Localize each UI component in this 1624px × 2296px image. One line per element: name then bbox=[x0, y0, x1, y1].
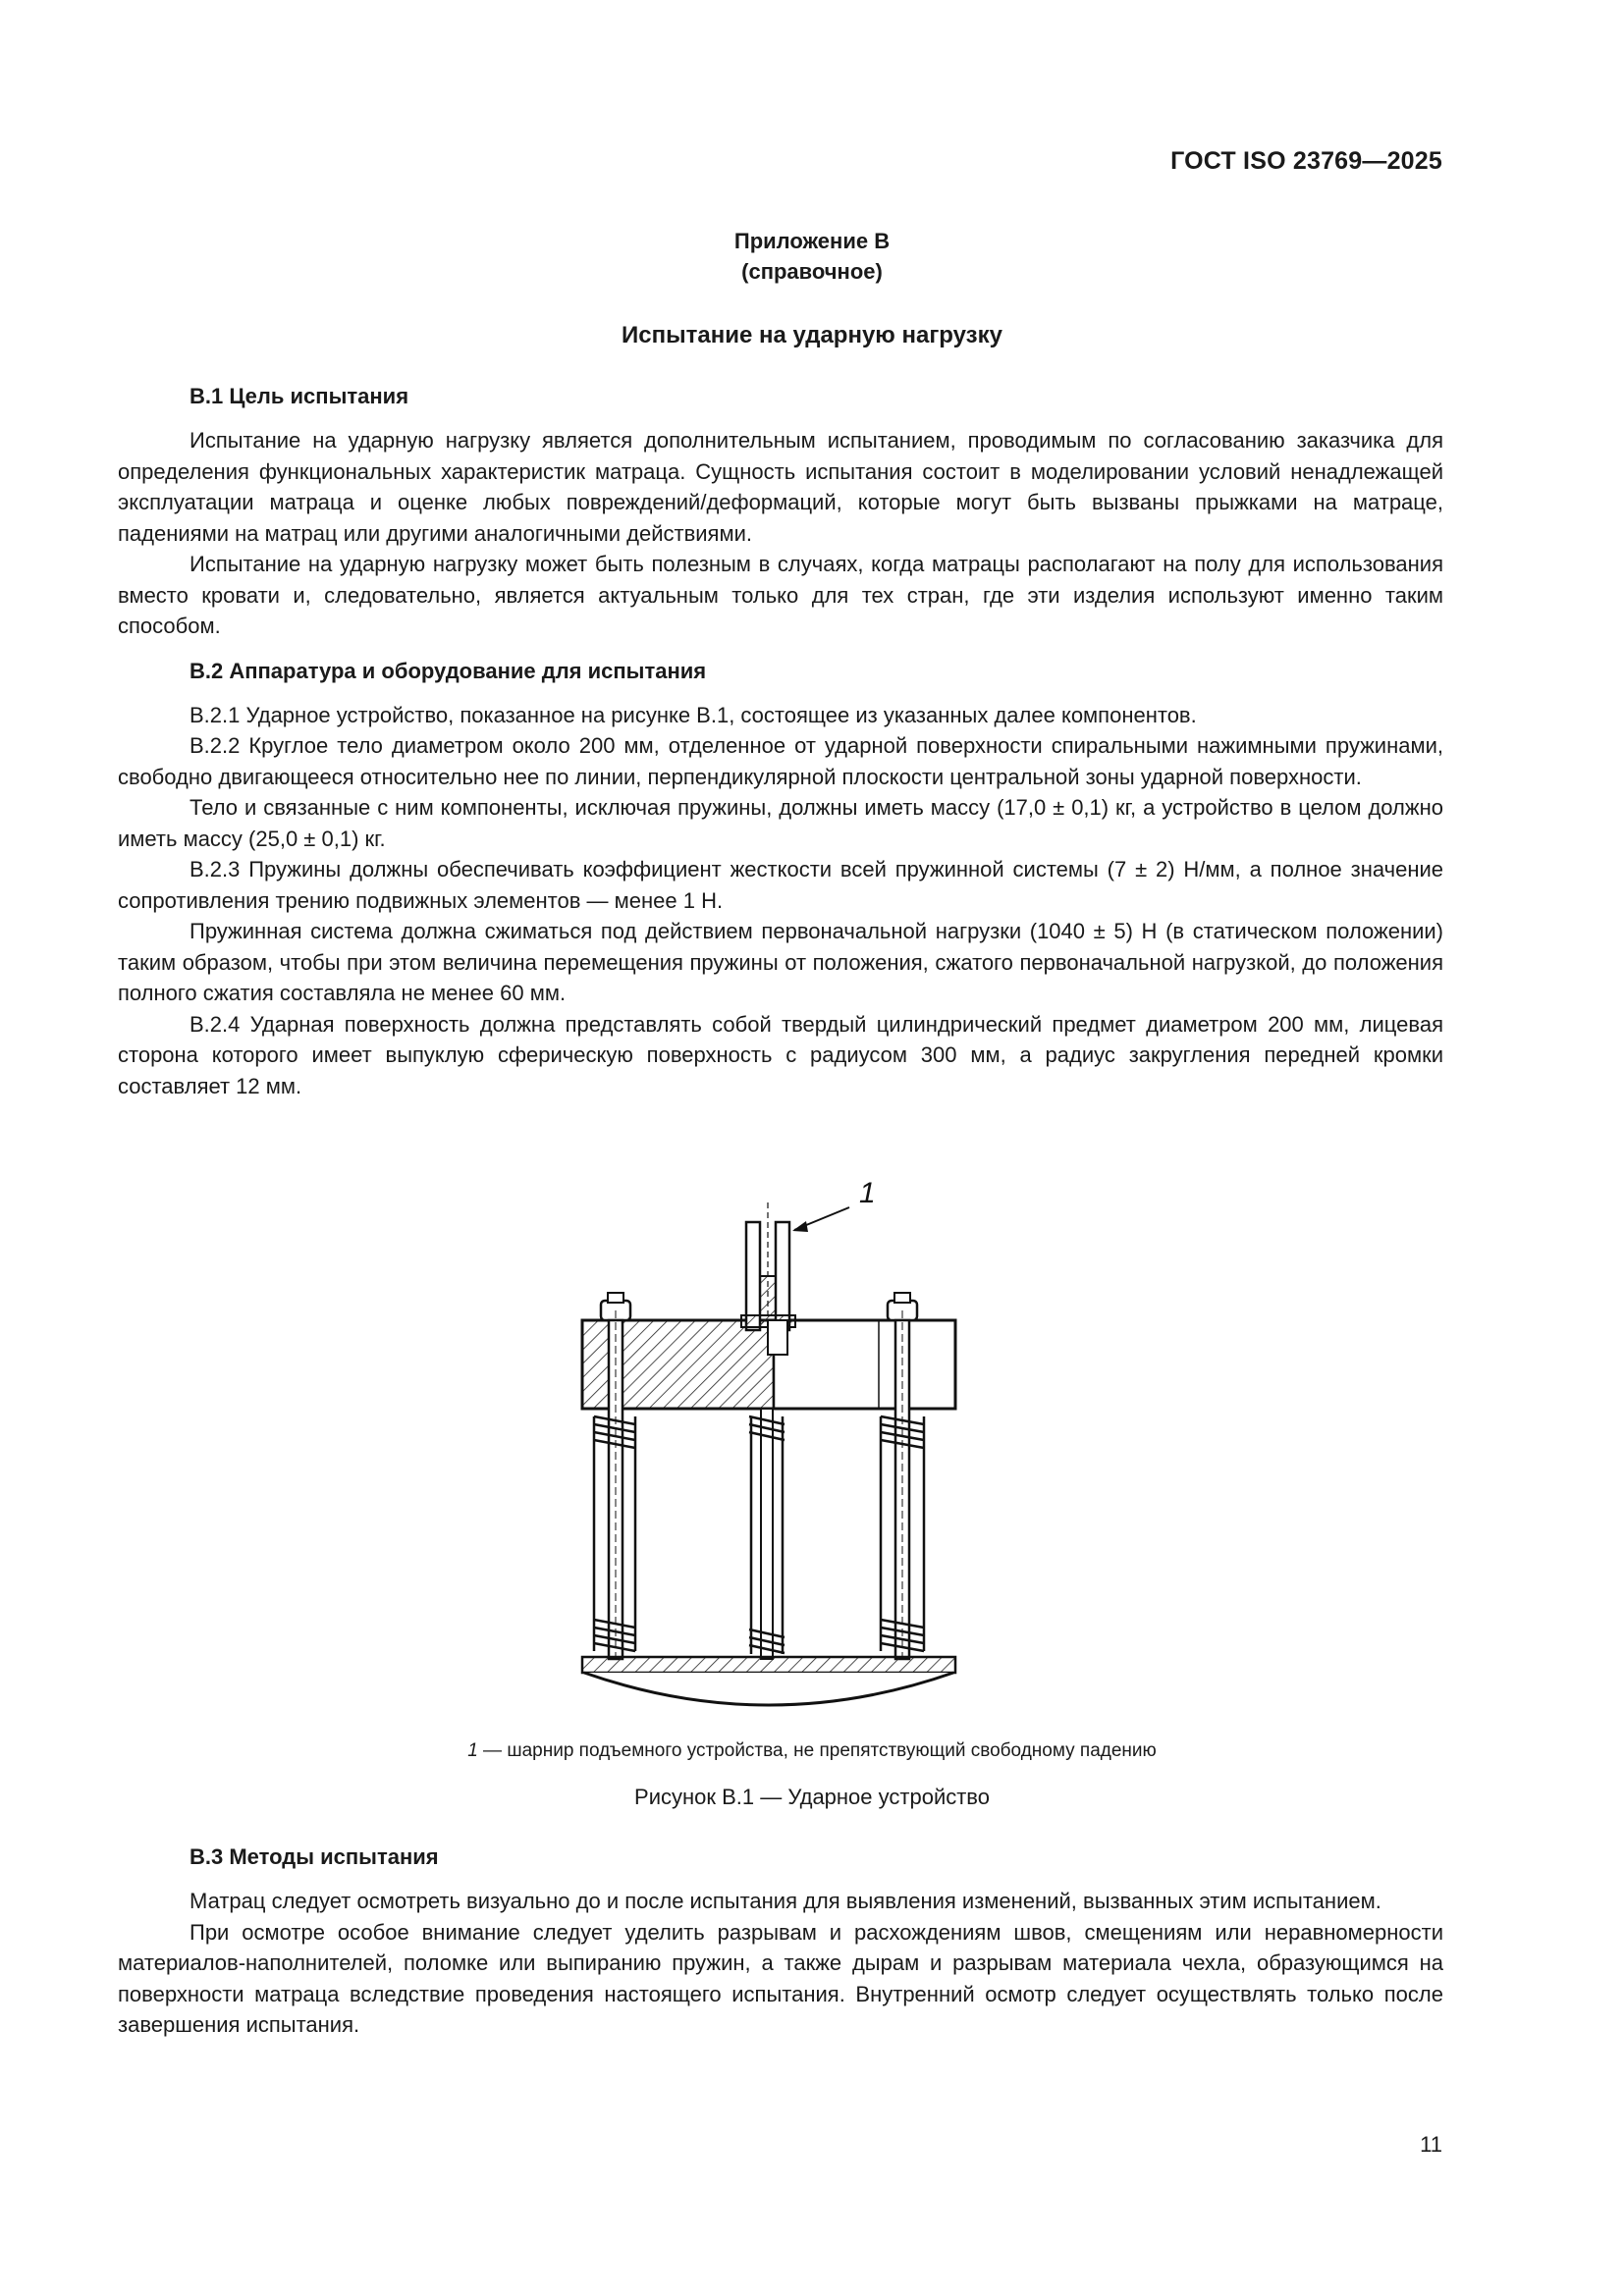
compression-springs bbox=[594, 1416, 924, 1654]
page-number: 11 bbox=[1420, 2132, 1442, 2157]
impactor-drawing bbox=[565, 1173, 977, 1723]
figure-impactor bbox=[565, 1173, 977, 1723]
paragraph: B.2.3 Пружины должны обеспечивать коэффициент жесткости всей пружинной системы (7 ± 2) Н/мм, а полное значение сопротивления трению подвижных элементов — менее 1 Н. bbox=[118, 857, 1443, 913]
paragraph: B.2.4 Ударная поверхность должна представлять собой твердый цилиндрический предмет диаметром 200 мм, лицевая сторона которого имеет выпуклую сферическую поверхность с радиусом 300 мм, а радиус закругления передней кромки составляет 12 мм. bbox=[118, 1011, 1443, 1098]
paragraph: Испытание на ударную нагрузку может быть полезным в случаях, когда матрацы располагают на полу для использования вместо кровати и, следовательно, является актуальным только для тех стран, где эти изделия используют именно таким способом. bbox=[118, 552, 1443, 638]
annex-title: Испытание на ударную нагрузку bbox=[622, 322, 1002, 348]
figure-note-text: — шарнир подъемного устройства, не препятствующий свободному падению bbox=[477, 1740, 1157, 1761]
callout-1 bbox=[792, 1177, 876, 1232]
section-heading-b2: B.2 Аппаратура и оборудование для испытания bbox=[189, 658, 707, 683]
figure-note bbox=[0, 1740, 1624, 1762]
paragraph: B.2.1 Ударное устройство, показанное на рисунке B.1, состоящее из указанных далее компонентов. bbox=[189, 702, 1197, 727]
figure-caption: Рисунок B.1 — Ударное устройство bbox=[634, 1785, 990, 1809]
annex-label: Приложение B bbox=[733, 229, 891, 253]
figure-note-number: 1 bbox=[467, 1740, 478, 1761]
paragraph: Тело и связанные с ним компоненты, исключая пружины, должны иметь массу (17,0 ± 0,1) кг, а устройство в целом должно иметь массу (25,0 ± 0,1) кг. bbox=[118, 795, 1443, 851]
paragraph: При осмотре особое внимание следует уделить разрывам и расхождениям швов, смещениям или неравномерности материалов-наполнителей, поломке или выпиранию пружин, а также дырам и разрывам материала чехла, образующимся на поверхности матраца вследствие проведения настоящего испытания. Внутренний осмотр следует осуществлять только после завершения испытания. bbox=[118, 1919, 1443, 2037]
impact-surface bbox=[582, 1657, 955, 1705]
callout-number: 1 bbox=[859, 1177, 876, 1209]
paragraph: Испытание на ударную нагрузку является дополнительным испытанием, проводимым по согласованию заказчика для определения функциональных характеристик матраца. Сущность испытания состоит в моделировании условий ненадлежащей эксплуатации матраца и оценке любых повреждений/деформаций, которые могут быть вызваны прыжками на матраце, падениями на матрац или другими аналогичными действиями. bbox=[118, 428, 1443, 546]
section-heading-b1: B.1 Цель испытания bbox=[189, 384, 409, 408]
document-id: ГОСТ ISO 23769—2025 bbox=[1170, 147, 1442, 175]
annex-heading bbox=[0, 226, 1624, 287]
annex-type: (справочное) bbox=[741, 259, 883, 284]
paragraph: Пружинная система должна сжиматься под действием первоначальной нагрузки (1040 ± 5) Н (в статическом положении) таким образом, чтобы при этом величина перемещения пружины от положения, сжатого первоначальной нагрузкой, до положения полного сжатия составляла не менее 60 мм. bbox=[118, 919, 1443, 1005]
section-b3 bbox=[118, 1842, 1443, 2041]
section-heading-b3: B.3 Методы испытания bbox=[189, 1844, 439, 1869]
main-text bbox=[118, 381, 1443, 1101]
paragraph: B.2.2 Круглое тело диаметром около 200 мм, отделенное от ударной поверхности спиральными нажимными пружинами, свободно двигающееся относительно нее по линии, перпендикулярной плоскости центральной зоны ударной поверхности. bbox=[118, 733, 1443, 789]
paragraph: Матрац следует осмотреть визуально до и после испытания для выявления изменений, вызванных этим испытанием. bbox=[189, 1889, 1381, 1913]
